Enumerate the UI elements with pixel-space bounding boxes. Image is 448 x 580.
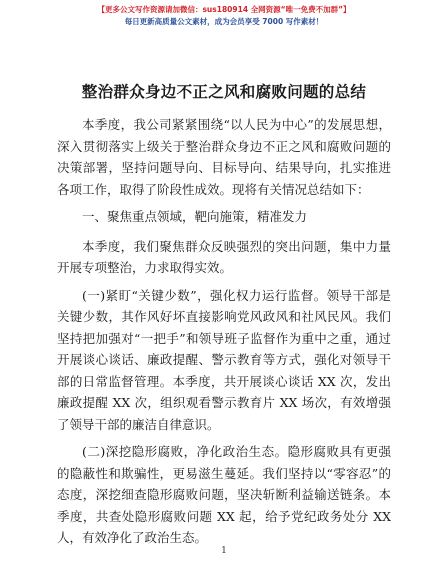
item-paragraph-1: (一)紧盯“关键少数”，强化权力运行监督。领导干部是关键少数，其作风好坏直接影响党风政风和社风民风。我们坚持把加强对“一把手”和领导班子监督作为重中之重，通过开展谈心谈话、廉政提醒、警示教育等方式，强化对领导干部的日常监督管理。本季度，共开展谈心谈话 XX 次，发出廉政提醒 XX 次，组织观看警示教育片 XX 场次，有效增强了领导干部的廉洁自律意识。 [57, 287, 391, 432]
document-body [57, 114, 391, 555]
page-number: 1 [221, 546, 227, 556]
section-heading: 一、聚焦重点领域，靶向施策，精准发力 [82, 209, 308, 224]
section-intro-paragraph: 本季度，我们聚焦群众反映强烈的突出问题，集中力量开展专项整治，力求取得实效。 [57, 238, 391, 275]
promo-banner-line-1: 【更多公文写作资源请加微信：sus180914 全网资源“唯一免费不加群”】 [97, 5, 351, 14]
document-title: 整治群众身边不正之风和腐败问题的总结 [81, 83, 367, 101]
promo-banner-line-2: 每日更新高质量公文素材，成为会员享受 7000 写作素材！ [124, 17, 324, 26]
item-paragraph-2: (二)深挖隐形腐败，净化政治生态。隐形腐败具有更强的隐蔽性和欺骗性，更易滋生蔓延。我们坚持以“零容忍”的态度，深挖细查隐形腐败问题，坚决斩断利益输送链条。本季度，共查处隐形腐败问题 XX 起，给予党纪政务处分 XX 人，有效净化了政治生态。 [57, 444, 391, 545]
intro-paragraph: 本季度，我公司紧紧围绕“以人民为中心”的发展思想，深入贯彻落实上级关于整治群众身边不正之风和腐败问题的决策部署，坚持问题导向、目标导向、结果导向，扎实推进各项工作，取得了阶段性成效。现将有关情况总结如下： [57, 117, 391, 197]
